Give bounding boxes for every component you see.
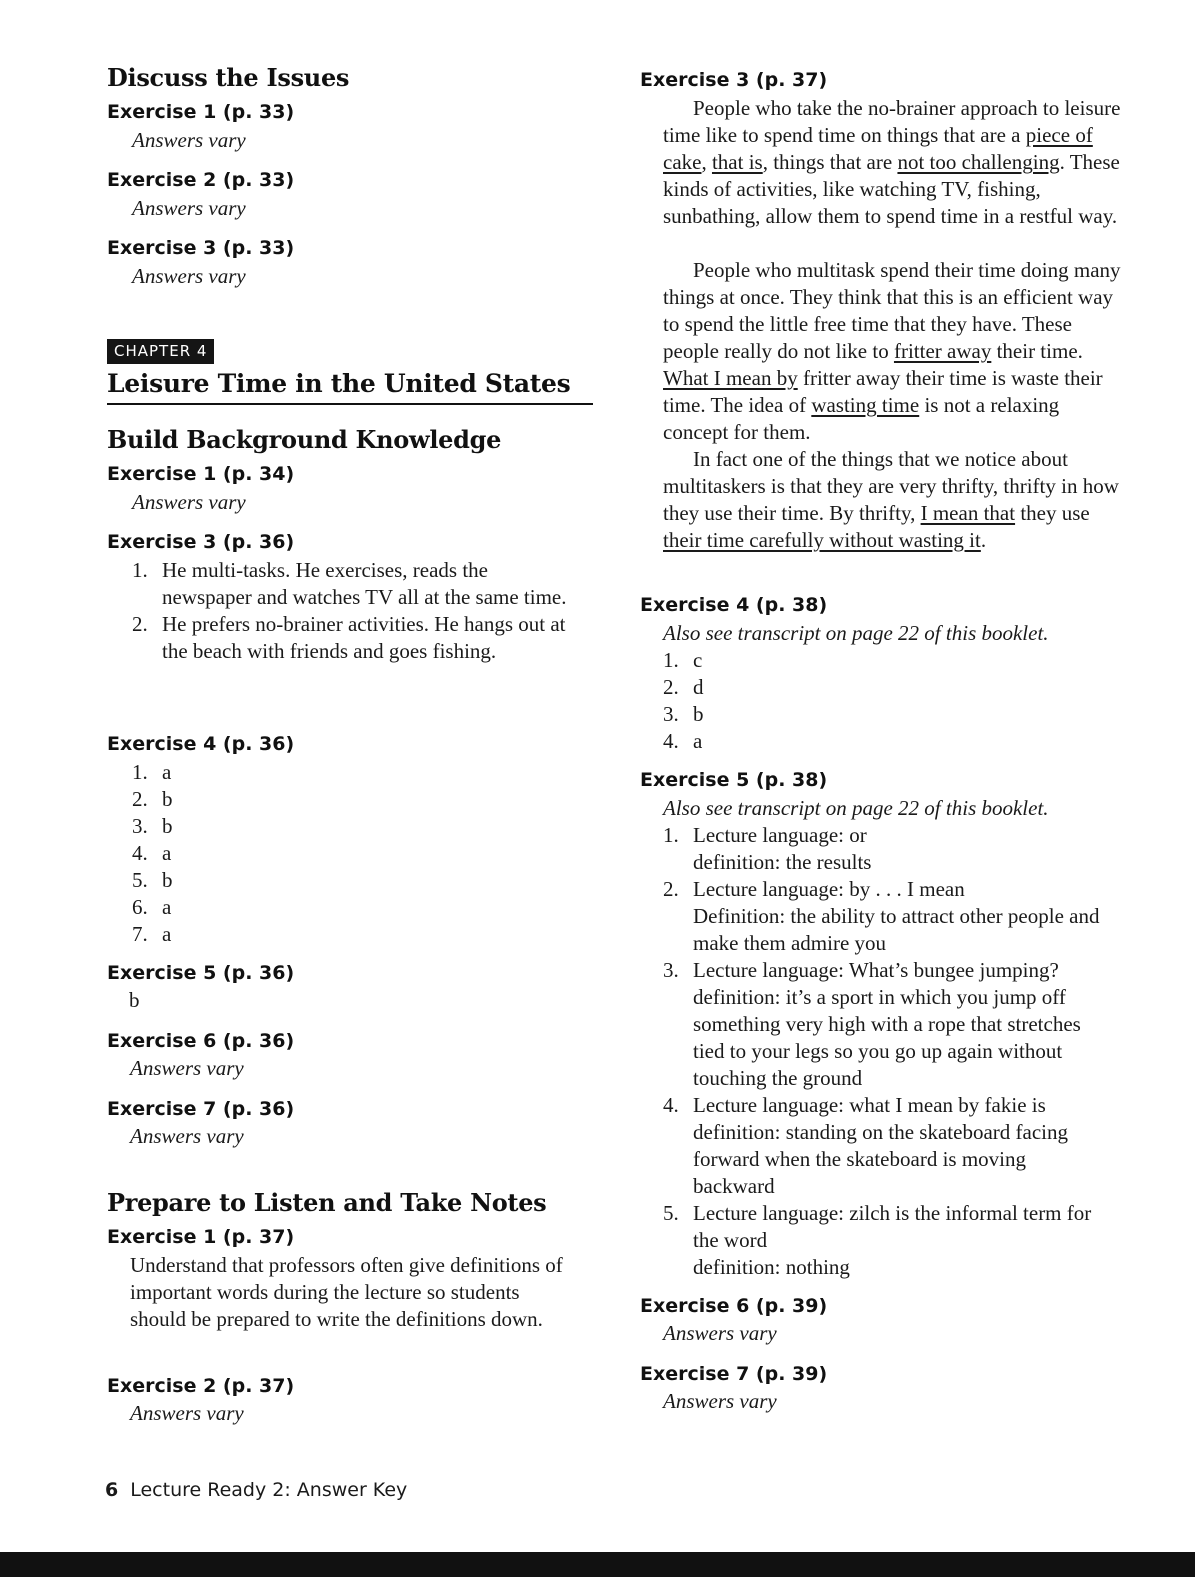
underlined-phrase: that is [711, 150, 763, 174]
exercise-note: Also see transcript on page 22 of this booklet. [663, 796, 1049, 820]
exercise-answer: Answers vary [663, 1389, 777, 1413]
list-item: 2. d [663, 675, 704, 699]
list-item: 5. Lecture language: zilch is the informal term for the word definition: nothing [663, 1201, 1092, 1279]
exercise-answer: Answers vary [130, 1401, 244, 1425]
underlined-phrase: fritter away [893, 339, 992, 363]
list-item: 1. Lecture language: or definition: the results [663, 823, 872, 874]
exercise-note: Also see transcript on page 22 of this booklet. [663, 621, 1049, 645]
exercise-heading: Exercise 5 (p. 38) [640, 769, 828, 791]
list-item: 3. Lecture language: What’s bungee jumping? definition: it’s a sport in which you jump off something very high with a rope that stretches tied to your legs so you go up again without touching the ground [663, 958, 1081, 1090]
section-title-discuss: Discuss the Issues [107, 63, 350, 92]
exercise-heading: Exercise 1 (p. 37) [107, 1226, 295, 1248]
footer-title: Lecture Ready 2: Answer Key [130, 1479, 408, 1501]
list-item: 5. b [132, 868, 173, 892]
list-item: 4. Lecture language: what I mean by fakie is definition: standing on the skateboard facing forward when the skateboard is moving backward [663, 1093, 1068, 1198]
exercise-heading: Exercise 4 (p. 36) [107, 733, 295, 755]
transcript-paragraph: People who multitask spend their time doing many things at once. They think that this is an efficient way to spend the little free time that they have. These people really do not like to fritter away their time. What I mean by fritter away their time is waste their time. The idea of wasting time is not a relaxing concept for them. [663, 258, 1121, 444]
exercise-paragraph: Understand that professors often give definitions of important words during the lecture so students should be prepared to write the definitions down. [130, 1253, 563, 1331]
answer-list [132, 557, 572, 665]
list-item: 1. He multi-tasks. He exercises, reads the newspaper and watches TV all at the same time. [132, 558, 567, 609]
transcript-paragraph: In fact one of the things that we notice about multitaskers is that they are very thrifty, thrifty in how they use their time. By thrifty, I mean that they use their time carefully without wasting it. [663, 447, 1119, 552]
chapter-badge: CHAPTER 4 [107, 339, 214, 364]
exercise-heading: Exercise 3 (p. 37) [640, 69, 828, 91]
exercise-heading: Exercise 1 (p. 34) [107, 463, 295, 485]
exercise-heading: Exercise 3 (p. 33) [107, 237, 295, 259]
exercise-answer: Answers vary [132, 490, 246, 514]
exercise-heading: Exercise 7 (p. 39) [640, 1363, 828, 1385]
list-item: 3. b [132, 814, 173, 838]
exercise-answer: b [129, 988, 140, 1012]
exercise-heading: Exercise 4 (p. 38) [640, 594, 828, 616]
exercise-heading: Exercise 2 (p. 37) [107, 1375, 295, 1397]
chapter-rule [107, 403, 593, 405]
exercise-answer: Answers vary [132, 128, 246, 152]
list-item: 4. a [663, 729, 703, 753]
exercise-heading: Exercise 1 (p. 33) [107, 101, 295, 123]
exercise-heading: Exercise 2 (p. 33) [107, 169, 295, 191]
list-item: 1. c [663, 648, 703, 672]
underlined-phrase: I mean that [920, 501, 1016, 525]
chapter-title: Leisure Time in the United States [107, 369, 571, 398]
answer-list [663, 822, 1103, 1281]
page-number: 6 [105, 1479, 119, 1501]
answer-list [663, 647, 863, 755]
list-item: 2. b [132, 787, 173, 811]
exercise-answer: Answers vary [132, 196, 246, 220]
underlined-phrase: their time carefully without wasting it [663, 528, 981, 552]
section-title-prepare: Prepare to Listen and Take Notes [107, 1188, 547, 1217]
exercise-heading: Exercise 6 (p. 36) [107, 1030, 295, 1052]
exercise-heading: Exercise 5 (p. 36) [107, 962, 295, 984]
page-footer [105, 1479, 407, 1501]
list-item: 3. b [663, 702, 704, 726]
list-item: 1. a [132, 760, 172, 784]
section-title-build: Build Background Knowledge [107, 425, 502, 454]
exercise-heading: Exercise 3 (p. 36) [107, 531, 295, 553]
list-item: 2. Lecture language: by . . . I mean Definition: the ability to attract other people and make them admire you [663, 877, 1100, 955]
underlined-phrase: What I mean by [663, 366, 798, 390]
answer-list [132, 759, 332, 948]
list-item: 2. He prefers no-brainer activities. He hangs out at the beach with friends and goes fishing. [132, 612, 566, 663]
scan-edge [0, 1552, 1195, 1577]
exercise-answer: Answers vary [132, 264, 246, 288]
list-item: 4. a [132, 841, 172, 865]
exercise-heading: Exercise 6 (p. 39) [640, 1295, 828, 1317]
list-item: 6. a [132, 895, 172, 919]
exercise-answer: Answers vary [663, 1321, 777, 1345]
exercise-answer: Answers vary [130, 1124, 244, 1148]
exercise-answer: Answers vary [130, 1056, 244, 1080]
transcript-paragraph: People who take the no-brainer approach to leisure time like to spend time on things that are a piece of cake, that is, things that are not too challenging. These kinds of activities, like watching TV, fishing, sunbathing, allow them to spend time in a restful way. [663, 96, 1121, 228]
exercise-heading: Exercise 7 (p. 36) [107, 1098, 295, 1120]
underlined-phrase: wasting time [811, 393, 920, 417]
underlined-phrase: piece of cake [663, 123, 1093, 174]
list-item: 7. a [132, 922, 172, 946]
underlined-phrase: not too challenging [897, 150, 1060, 174]
